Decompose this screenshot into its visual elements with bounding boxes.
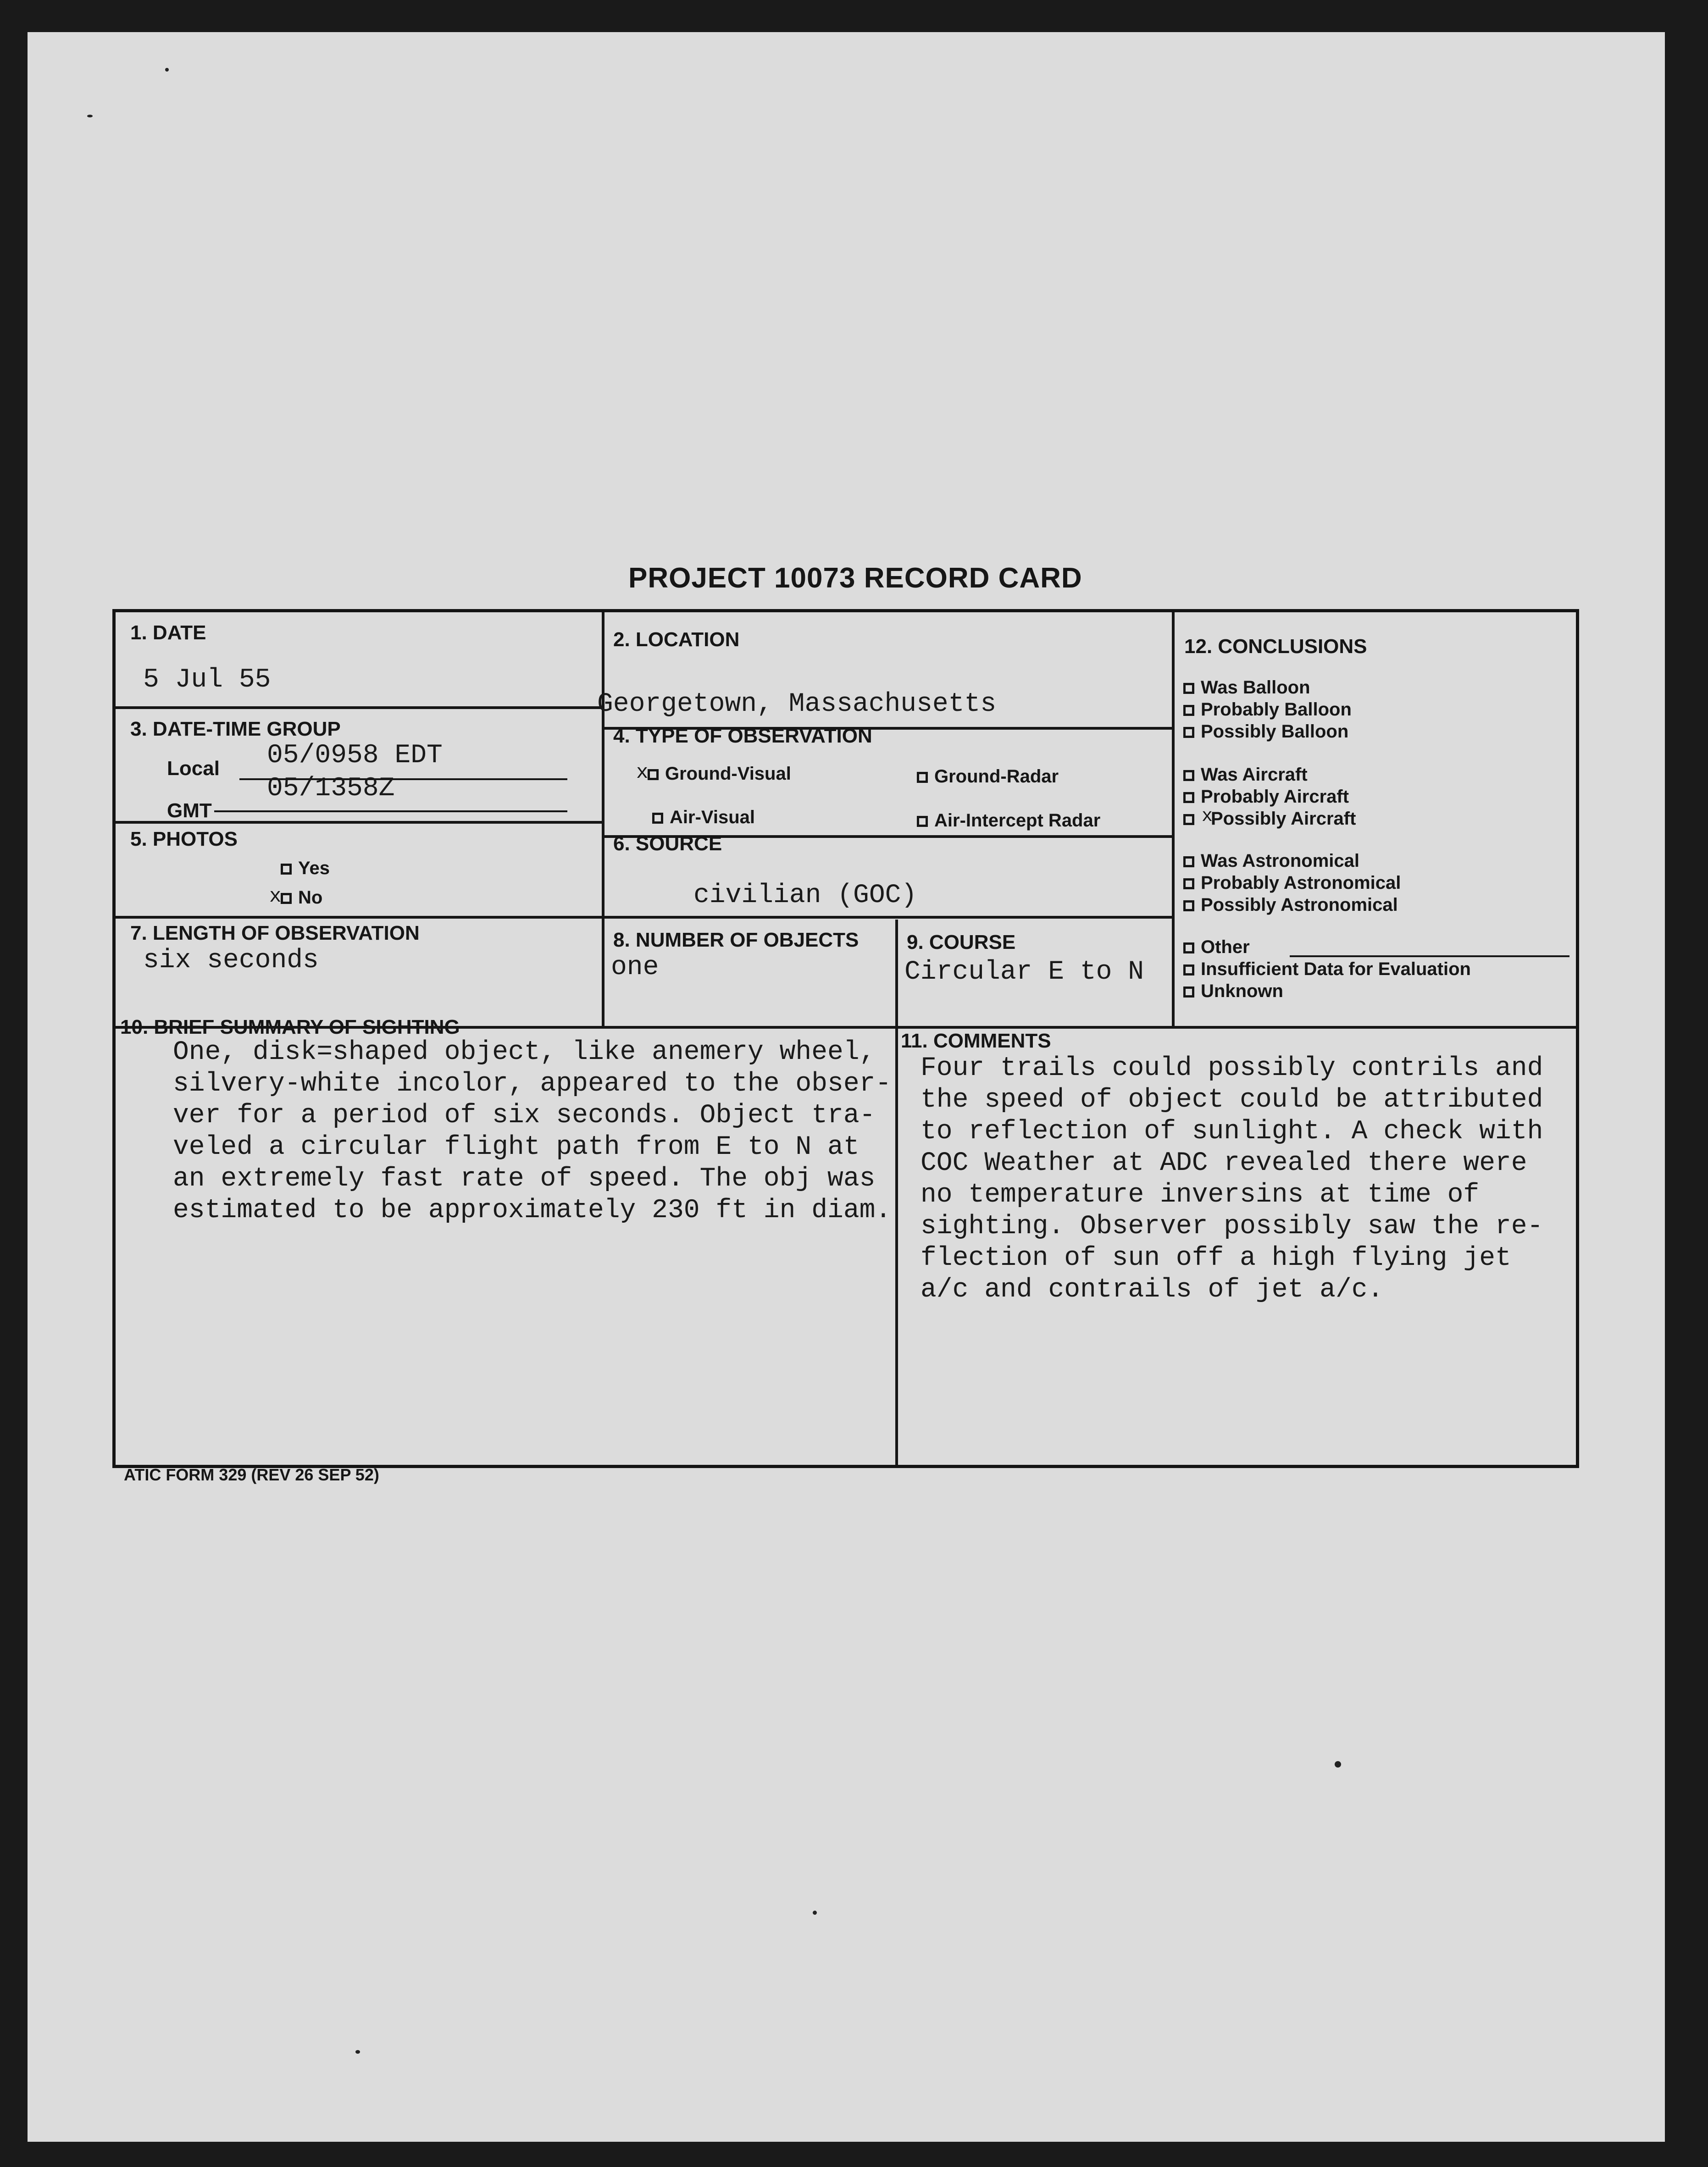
form-id: ATIC FORM 329 (REV 26 SEP 52) — [124, 1465, 379, 1484]
checkbox — [1183, 770, 1194, 781]
summary-line: veled a circular flight path from E to N at — [173, 1132, 860, 1162]
checkbox-checked — [281, 893, 292, 904]
conclusion-possibly-aircraft — [1183, 808, 1356, 830]
option-label: Ground-Visual — [665, 764, 791, 784]
conclusion-label: Was Astronomical — [1201, 851, 1359, 871]
location-label: 2. LOCATION — [613, 628, 740, 651]
option-label: Air-Intercept Radar — [934, 810, 1101, 831]
divider — [602, 612, 604, 1026]
conclusion-label: Unknown — [1201, 981, 1283, 1001]
date-value: 5 Jul 55 — [143, 665, 271, 695]
checkbox — [1183, 856, 1194, 867]
divider — [116, 706, 602, 709]
checkbox — [281, 864, 292, 875]
comment-line: to reflection of sunlight. A check with — [921, 1117, 1543, 1147]
checkbox — [1183, 705, 1194, 716]
observation-option-ground-visual — [648, 764, 791, 784]
checkbox — [1183, 900, 1194, 911]
checkbox — [1183, 987, 1194, 998]
number-of-objects-label: 8. NUMBER OF OBJECTS — [613, 929, 859, 951]
length-value: six seconds — [143, 946, 319, 975]
gmt-underline — [214, 810, 567, 812]
scan-speck — [813, 1911, 817, 1915]
checkbox — [917, 816, 928, 827]
comment-line: no temperature inversins at time of — [921, 1180, 1480, 1210]
length-label: 7. LENGTH OF OBSERVATION — [130, 922, 420, 944]
checkbox — [1183, 942, 1194, 953]
conclusions-label: 12. CONCLUSIONS — [1184, 635, 1367, 658]
gmt-time-value: 05/1358Z — [267, 774, 395, 804]
observation-option-ground-radar — [917, 766, 1059, 787]
conclusion-label: Insufficient Data for Evaluation — [1201, 959, 1471, 979]
checkbox — [1183, 964, 1194, 975]
photos-label: 5. PHOTOS — [130, 828, 238, 850]
conclusion-was-balloon — [1183, 676, 1310, 698]
conclusion-label: Possibly Astronomical — [1201, 895, 1398, 915]
checkbox-checked — [1183, 814, 1194, 825]
checkbox — [917, 772, 928, 783]
local-time-value: 05/0958 EDT — [267, 741, 443, 770]
brief-summary-text — [173, 1036, 891, 1226]
scan-speck — [1335, 1761, 1341, 1768]
scan-speck — [165, 68, 169, 72]
comment-line: Four trails could possibly contrils and — [921, 1053, 1543, 1083]
comment-line: flection of sun off a high flying jet — [921, 1243, 1511, 1273]
number-of-objects-value: one — [611, 953, 659, 982]
checkbox — [1183, 878, 1194, 889]
date-time-group-label: 3. DATE-TIME GROUP — [130, 718, 341, 740]
divider — [1172, 612, 1175, 1026]
location-value: Georgetown, Massachusetts — [597, 689, 997, 719]
course-label: 9. COURSE — [907, 931, 1016, 953]
option-label: No — [298, 887, 323, 908]
summary-line: silvery-white incolor, appeared to the obser- — [173, 1069, 892, 1099]
conclusion-probably-balloon — [1183, 698, 1352, 720]
conclusion-was-astronomical — [1183, 850, 1359, 872]
conclusion-probably-aircraft — [1183, 786, 1349, 808]
conclusion-label: Probably Balloon — [1201, 699, 1352, 720]
conclusion-label: Was Balloon — [1201, 677, 1310, 698]
comment-line: the speed of object could be attributed — [921, 1085, 1543, 1115]
observation-option-air-intercept-radar — [917, 810, 1100, 831]
comments-text — [921, 1053, 1543, 1306]
divider — [895, 1026, 898, 1465]
divider — [116, 916, 1172, 919]
summary-line: One, disk=shaped object, like anemery wheel, — [173, 1037, 876, 1067]
source-label: 6. SOURCE — [613, 832, 722, 855]
comments-label: 11. COMMENTS — [901, 1030, 1051, 1052]
scan-speck — [355, 2050, 360, 2054]
local-label: Local — [167, 757, 220, 780]
checkbox-checked — [648, 769, 659, 780]
conclusion-insufficient-data — [1183, 958, 1471, 980]
scan-speck — [87, 115, 93, 117]
comment-line: COC Weather at ADC revealed there were — [921, 1148, 1527, 1178]
photos-option-no — [281, 887, 322, 908]
option-label: Ground-Radar — [934, 766, 1059, 787]
conclusion-label: Possibly Balloon — [1201, 721, 1349, 742]
record-card — [112, 609, 1579, 1468]
source-value: civilian (GOC) — [693, 881, 917, 910]
observation-option-air-visual — [652, 807, 755, 828]
conclusion-unknown — [1183, 980, 1283, 1002]
photos-option-yes — [281, 858, 330, 879]
conclusion-label: Other — [1201, 937, 1250, 957]
conclusion-was-aircraft — [1183, 764, 1308, 786]
other-underline — [1290, 955, 1569, 957]
brief-summary-label: 10. BRIEF SUMMARY OF SIGHTING — [120, 1016, 460, 1038]
date-label: 1. DATE — [130, 621, 206, 644]
gmt-label: GMT — [167, 799, 212, 822]
conclusion-label: Probably Astronomical — [1201, 873, 1401, 893]
conclusion-label: Probably Aircraft — [1201, 787, 1349, 807]
checkbox — [1183, 683, 1194, 694]
summary-line: ver for a period of six seconds. Object tra- — [173, 1101, 876, 1131]
conclusion-possibly-astronomical — [1183, 894, 1398, 916]
conclusion-other — [1183, 936, 1250, 958]
conclusion-probably-astronomical — [1183, 872, 1401, 894]
observation-type-label: 4. TYPE OF OBSERVATION — [613, 725, 872, 747]
page-title: PROJECT 10073 RECORD CARD — [628, 562, 1082, 594]
summary-line: an extremely fast rate of speed. The obj was — [173, 1164, 876, 1194]
conclusion-check-mark: x — [1202, 806, 1213, 827]
conclusion-label: Possibly Aircraft — [1211, 809, 1356, 829]
conclusion-label: Was Aircraft — [1201, 765, 1308, 785]
checkbox — [652, 813, 663, 824]
checkbox — [1183, 727, 1194, 738]
comment-line: sighting. Observer possibly saw the re- — [921, 1212, 1543, 1241]
conclusion-possibly-balloon — [1183, 720, 1348, 743]
checkbox — [1183, 792, 1194, 803]
comment-line: a/c and contrails of jet a/c. — [921, 1275, 1384, 1305]
course-value: Circular E to N — [904, 957, 1144, 987]
summary-line: estimated to be approximately 230 ft in diam. — [173, 1196, 892, 1225]
option-label: Yes — [298, 858, 330, 878]
option-label: Air-Visual — [670, 807, 755, 827]
